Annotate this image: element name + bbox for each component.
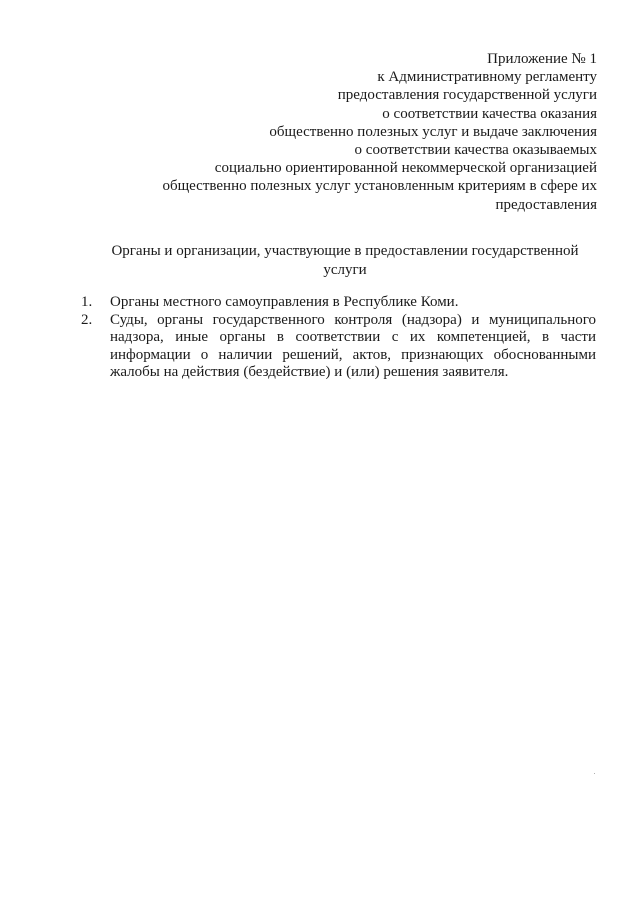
list-item-number: 2. (81, 311, 93, 328)
appendix-header (162, 50, 597, 214)
title-line: Органы и организации, участвующие в предоставлении государственной (111, 243, 579, 259)
list-item-text: Суды, органы государственного контроля (надзора) и муниципального надзора, иные органы в соответствии с их компетенцией, в части информации о наличии решений, актов, признающих обоснованными жалобы на действия (бездействие) и (или) решения заявителя. (110, 311, 596, 380)
section-title (80, 242, 610, 279)
appendix-line: Приложение № 1 (487, 51, 597, 67)
list-item (0, 312, 640, 382)
appendix-line: к Административному регламенту (377, 69, 597, 86)
appendix-line: предоставления (495, 196, 597, 213)
appendix-line: социально ориентированной некоммерческой организацией (214, 160, 597, 177)
appendix-line: о соответствии качества оказываемых (354, 142, 597, 159)
scan-speck (594, 773, 595, 774)
title-line: услуги (323, 261, 367, 278)
list-item (0, 294, 640, 312)
list-item-text: Органы местного самоуправления в Республике Коми. (110, 294, 459, 310)
appendix-line: общественно полезных услуг и выдаче заключения (269, 123, 597, 140)
list-item-number: 1. (81, 294, 93, 310)
appendix-line: общественно полезных услуг установленным критериям в сфере их (162, 178, 597, 195)
appendix-line: о соответствии качества оказания (382, 105, 597, 122)
appendix-line: предоставления государственной услуги (337, 87, 597, 104)
organizations-list (0, 294, 640, 382)
